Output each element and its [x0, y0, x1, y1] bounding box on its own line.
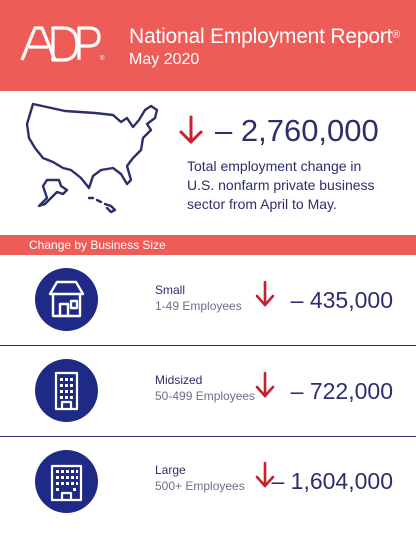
description-line: sector from April to May. — [187, 196, 337, 212]
employee-range: 1-49 Employees — [155, 299, 242, 313]
description-line: U.S. nonfarm private business — [187, 177, 375, 193]
employee-range: 500+ Employees — [155, 479, 245, 493]
report-title-text: National Employment Report — [129, 25, 393, 48]
office-building-icon — [35, 359, 98, 422]
size-change-value: – 435,000 — [290, 287, 393, 313]
arrow-down-icon — [255, 371, 275, 399]
report-header — [0, 0, 416, 91]
us-map-icon — [17, 98, 167, 214]
size-change-value: – 1,604,000 — [271, 468, 393, 494]
description-line: Total employment change in — [187, 158, 362, 174]
summary-description — [187, 157, 407, 214]
business-size-row-midsized — [0, 346, 416, 436]
employee-range: 50-499 Employees — [155, 389, 256, 403]
total-employment-change: – 2,760,000 — [215, 113, 379, 148]
size-category: Small — [155, 283, 186, 297]
registered-mark: ® — [392, 29, 401, 41]
arrow-down-icon — [255, 280, 275, 308]
size-category: Midsized — [155, 373, 203, 387]
business-size-row-large — [0, 437, 416, 527]
arrow-down-icon — [178, 115, 204, 145]
section-header — [0, 235, 416, 255]
section-label: Change by Business Size — [29, 238, 166, 252]
adp-logo-icon — [19, 24, 101, 64]
report-month: May 2020 — [129, 51, 200, 68]
size-category: Large — [155, 463, 186, 477]
report-title — [129, 25, 400, 49]
business-size-row-small — [0, 255, 416, 345]
size-change-value: – 722,000 — [290, 378, 393, 404]
large-building-icon — [35, 450, 98, 513]
logo-registered-mark: ® — [100, 56, 105, 62]
small-store-icon — [35, 268, 98, 331]
